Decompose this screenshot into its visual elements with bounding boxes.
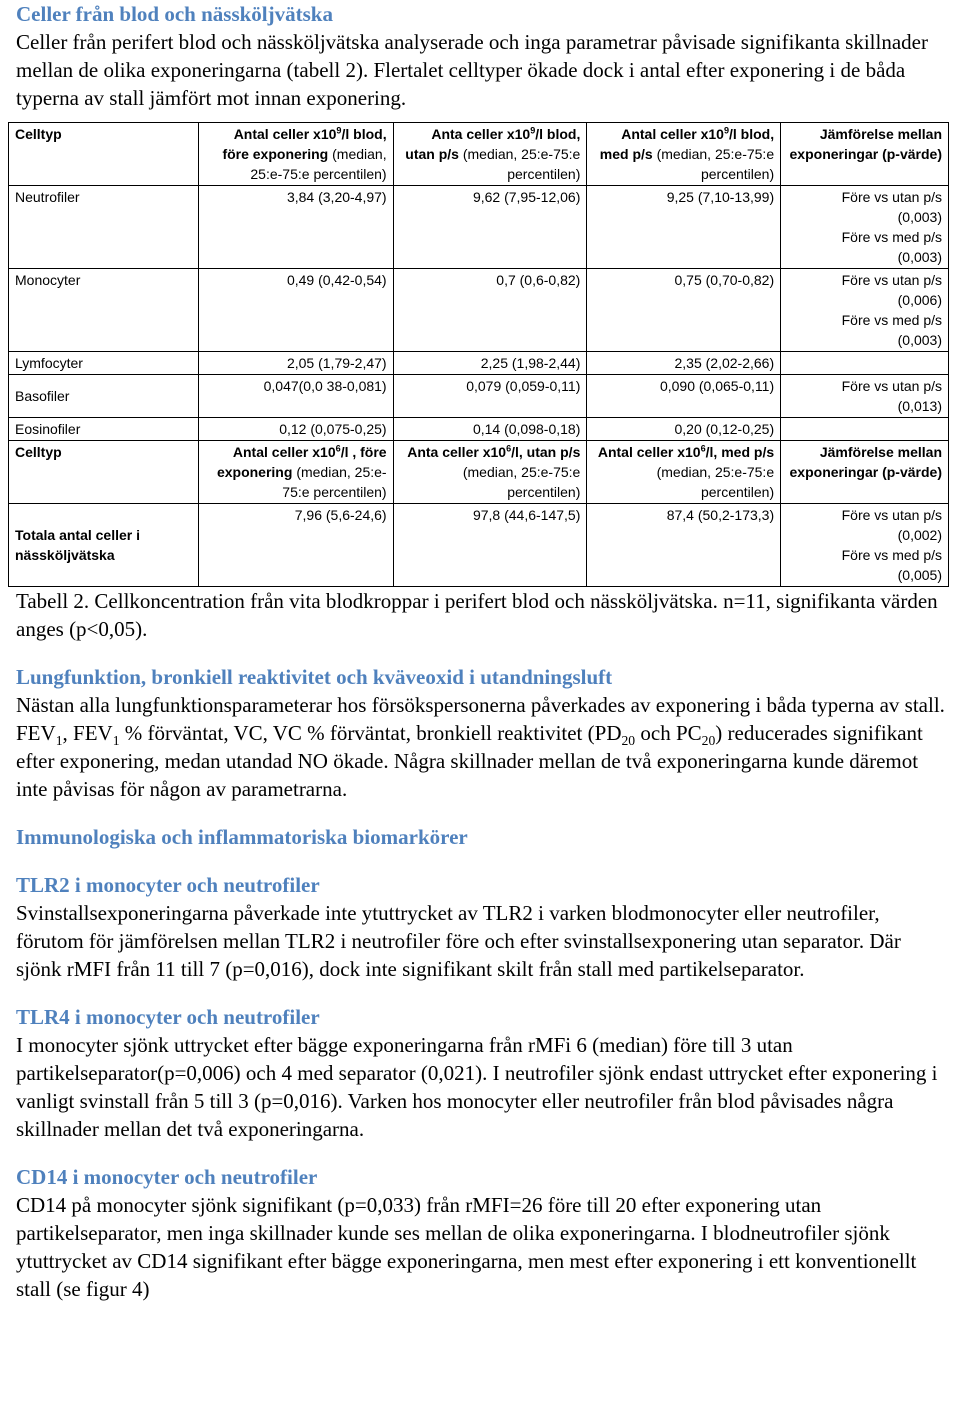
header-without-label: Anta celler x10 xyxy=(431,126,531,142)
header-with-label2: /l blod, med p/s xyxy=(599,126,775,162)
header-with-ps xyxy=(587,441,781,504)
header-comparison: Jämförelse mellan exponeringar (p-värde) xyxy=(781,123,949,186)
row-celltype: Totala antal celler i nässköljvätska xyxy=(9,504,199,587)
row-celltype: Basofiler xyxy=(9,375,199,418)
header-without-ps xyxy=(393,441,587,504)
header-with-label2: /l, med p/s xyxy=(705,444,775,460)
table-caption: Tabell 2. Cellkoncentration från vita blodkroppar i perifert blod och nässköljvätska. n=11, signifikanta värden anges (p<0,05). xyxy=(16,589,938,641)
section-heading-cd14: CD14 i monocyter och neutrofiler xyxy=(16,1165,318,1189)
row-value-before: 0,49 (0,42-0,54) xyxy=(198,269,393,352)
paragraph-tlr2: Svinstallsexponeringarna påverkade inte ytuttrycket av TLR2 i varken blodmonocyter eller neutrofiler, förutom för jämförelsen mellan TLR2 i neutrofiler före och efter svinstallsexponering utan separator. Där sjönk rMFI från 11 till 7 (p=0,016), dock inte signifikant skilt från stall med partikelseparator. xyxy=(16,901,901,981)
header-without-exponent: 9 xyxy=(530,125,536,136)
comparison-pvalue: (0,003) xyxy=(897,209,942,225)
row-value-before: 0,12 (0,075-0,25) xyxy=(198,418,393,441)
row-value-without: 9,62 (7,95-12,06) xyxy=(393,186,587,269)
table-row xyxy=(9,375,949,418)
header-with-ps xyxy=(587,123,781,186)
header-with-label: Antal celler x10 xyxy=(621,126,724,142)
header-with-note: (median, 25:e-75:e percentilen) xyxy=(656,146,775,182)
row-value-with: 2,35 (2,02-2,66) xyxy=(587,352,781,375)
comparison-pvalue: (0,013) xyxy=(897,398,942,414)
table-row xyxy=(9,186,949,269)
header-before-note: (median, 25:e-75:e percentilen) xyxy=(282,464,387,500)
row-celltype: Monocyter xyxy=(9,269,199,352)
row-value-before: 7,96 (5,6-24,6) xyxy=(198,504,393,587)
table-row xyxy=(9,418,949,441)
section-heading-tlr2: TLR2 i monocyter och neutrofiler xyxy=(16,873,320,897)
cell-concentration-table xyxy=(8,122,949,587)
comparison-pvalue: (0,006) xyxy=(897,292,942,308)
paragraph-cd14: CD14 på monocyter sjönk signifikant (p=0,033) från rMFI=26 före till 20 efter exponering utan partikelseparator, men inga skillnader kunde ses mellan de olika exponeringarna. I blodneutrofiler sjönk ytuttrycket av CD14 signifikant efter bägge exponeringarna, men mest efter exponering i ett konventionellt stall (se figur 4) xyxy=(16,1193,917,1301)
header-before-label: Antal celler x10 xyxy=(232,444,336,460)
header-before xyxy=(198,441,393,504)
header-before-note: (median, 25:e-75:e percentilen) xyxy=(250,146,387,182)
row-value-with: 0,20 (0,12-0,25) xyxy=(587,418,781,441)
row-value-without: 2,25 (1,98-2,44) xyxy=(393,352,587,375)
row-comparison xyxy=(781,269,949,352)
document-page xyxy=(16,0,946,1303)
table-header-row xyxy=(9,441,949,504)
header-with-note: (median, 25:e-75:e percentilen) xyxy=(656,464,775,500)
subscript: 1 xyxy=(55,733,63,749)
paragraph-tlr4: I monocyter sjönk uttrycket efter bägge exponeringarna från rMFi 6 (median) före till 3 utan partikelseparator(p=0,006) och 4 med separator (0,021). I neutrofiler sjönk endast uttrycket efter exponering i vanligt svinstall från 5 till 3 (p=0,016). Varken hos monocyter eller neutrofiler från blod påvisades några skillnader mellan det två exponeringarna. xyxy=(16,1033,938,1141)
comparison-pvalue: (0,003) xyxy=(897,332,942,348)
text-run: ) reducerades signifikant efter exponering, medan utandad NO ökade. Några skillnader mellan de två exponeringarna kunde däremot inte påvisas för någon av parametrarna. xyxy=(16,721,923,801)
row-value-before: 0,047(0,0 38-0,081) xyxy=(198,375,393,418)
row-value-before: 3,84 (3,20-4,97) xyxy=(198,186,393,269)
comparison-pvalue: (0,002) xyxy=(897,527,942,543)
row-celltype: Neutrofiler xyxy=(9,186,199,269)
comparison-pvalue: (0,003) xyxy=(897,249,942,265)
row-value-with: 0,090 (0,065-0,11) xyxy=(587,375,781,418)
table-row xyxy=(9,269,949,352)
row-comparison xyxy=(781,352,949,375)
comparison-line: Före vs med p/s xyxy=(841,312,942,328)
header-without-note: (median, 25:e-75:e percentilen) xyxy=(462,146,581,182)
text-run: Nästan alla lungfunktionsparameterar hos försökspersonerna påverkades av exponering i båda typerna av stall. FEV xyxy=(16,693,945,745)
header-before-label2: /l blod, före exponering xyxy=(222,126,387,162)
header-without-label: Anta celler x10 xyxy=(407,444,507,460)
row-comparison xyxy=(781,375,949,418)
text-run: och PC xyxy=(635,721,702,745)
header-before-label2: /l , före exponering xyxy=(216,444,387,480)
comparison-line: Före vs utan p/s xyxy=(841,272,942,288)
section-heading-lung: Lungfunktion, bronkiell reaktivitet och kväveoxid i utandningsluft xyxy=(16,665,613,689)
header-before-label: Antal celler x10 xyxy=(233,126,337,142)
header-without-label2: /l blod, utan p/s xyxy=(405,126,581,162)
comparison-line: Före vs utan p/s xyxy=(841,507,942,523)
header-comparison: Jämförelse mellan exponeringar (p-värde) xyxy=(781,441,949,504)
header-with-exponent: 9 xyxy=(723,125,730,136)
row-value-with: 9,25 (7,10-13,99) xyxy=(587,186,781,269)
row-value-without: 0,079 (0,059-0,11) xyxy=(393,375,587,418)
comparison-line: Före vs med p/s xyxy=(841,547,942,563)
comparison-line: Före vs utan p/s xyxy=(841,378,942,394)
row-comparison xyxy=(781,186,949,269)
section-heading-biomarkers: Immunologiska och inflammatoriska biomarkörer xyxy=(16,825,468,849)
subscript: 20 xyxy=(701,733,716,749)
row-value-without: 0,7 (0,6-0,82) xyxy=(393,269,587,352)
text-run: , FEV xyxy=(62,721,113,745)
comparison-line: Före vs med p/s xyxy=(841,229,942,245)
section-heading-tlr4: TLR4 i monocyter och neutrofiler xyxy=(16,1005,320,1029)
row-value-with: 0,75 (0,70-0,82) xyxy=(587,269,781,352)
header-before-exponent: 9 xyxy=(336,125,342,136)
row-celltype: Eosinofiler xyxy=(9,418,199,441)
header-before xyxy=(198,123,393,186)
row-comparison xyxy=(781,504,949,587)
table-header-row xyxy=(9,123,949,186)
header-before-exponent: 6 xyxy=(335,443,341,454)
header-without-exponent: 6 xyxy=(506,443,512,454)
comparison-line: Före vs utan p/s xyxy=(841,189,942,205)
row-value-without: 0,14 (0,098-0,18) xyxy=(393,418,587,441)
row-value-before: 2,05 (1,79-2,47) xyxy=(198,352,393,375)
text-run: % förväntat, VC, VC % förväntat, bronkiell reaktivitet (PD xyxy=(119,721,622,745)
header-without-ps xyxy=(393,123,587,186)
row-value-without: 97,8 (44,6-147,5) xyxy=(393,504,587,587)
subscript: 20 xyxy=(621,733,636,749)
table-row xyxy=(9,352,949,375)
row-comparison xyxy=(781,418,949,441)
row-celltype: Lymfocyter xyxy=(9,352,199,375)
table-row xyxy=(9,504,949,587)
subscript: 1 xyxy=(112,733,120,749)
header-celltyp: Celltyp xyxy=(9,123,199,186)
header-without-note: (median, 25:e-75:e percentilen) xyxy=(462,464,581,500)
paragraph-lung xyxy=(16,691,946,803)
comparison-pvalue: (0,005) xyxy=(897,567,942,583)
header-celltyp: Celltyp xyxy=(9,441,199,504)
header-without-label2: /l, utan p/s xyxy=(511,444,581,460)
row-value-with: 87,4 (50,2-173,3) xyxy=(587,504,781,587)
header-with-exponent: 6 xyxy=(700,443,706,454)
header-with-label: Antal celler x10 xyxy=(597,444,701,460)
paragraph-cells-intro: Celler från perifert blod och nässköljvätska analyserade och inga parametrar påvisade signifikanta skillnader mellan de olika exponeringarna (tabell 2). Flertalet celltyper ökade dock i antal efter exponering i de båda typerna av stall jämfört mot innan exponering. xyxy=(16,30,928,110)
section-heading-cells: Celler från blod och nässköljvätska xyxy=(16,2,333,26)
